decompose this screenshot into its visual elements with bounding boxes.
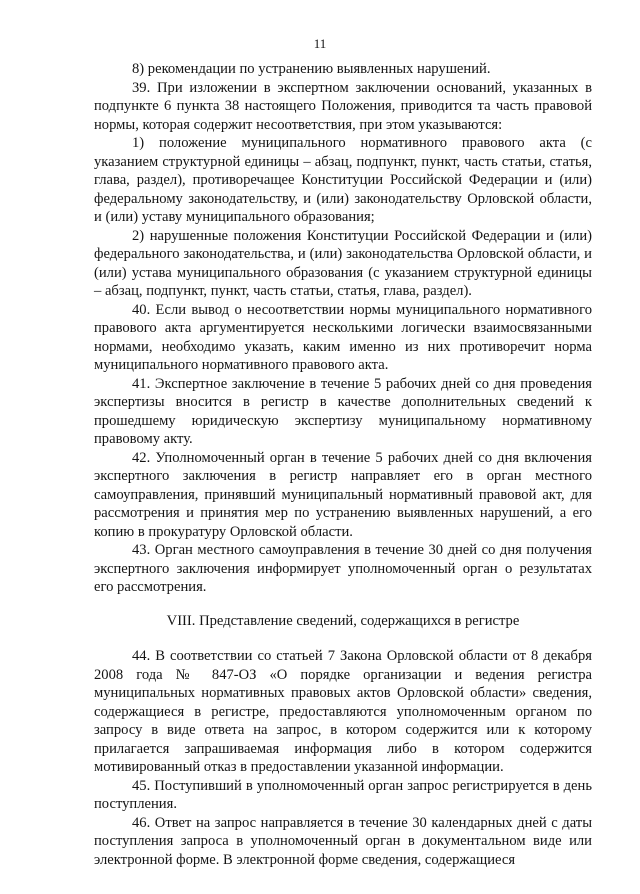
paragraph-44: 44. В соответствии со статьей 7 Закона Орловской области от 8 декабря 2008 года № 847-ОЗ «О порядке организации и ведения регистра муниципальных нормативных правовых актов Орловской области» сведения, содержащиеся в регистре, предоставляются уполномоченным органом по запросу в виде ответа на запрос, в котором содержится или к которому прилагается запрашиваемая информация либо в котором содержится мотивированный отказ в предоставлении указанной информации. [94, 648, 592, 775]
paragraph-39: 39. При изложении в экспертном заключении оснований, указанных в подпункте 6 пункта 38 настоящего Положения, приводится та часть правовой нормы, которая содержит несоответствия, при этом указываются: [94, 79, 592, 133]
section-heading: VIII. Представление сведений, содержащихся в регистре [166, 612, 520, 629]
paragraph-43: 43. Орган местного самоуправления в течение 30 дней со дня получения экспертного заключения информирует уполномоченный орган о результатах его рассмотрения. [94, 542, 592, 595]
paragraph-45: 45. Поступивший в уполномоченный орган запрос регистрируется в день поступления. [94, 777, 592, 812]
paragraph-42: 42. Уполномоченный орган в течение 5 рабочих дней со дня включения экспертного заключения в регистр направляет его в орган местного самоуправления, принявший муниципальный нормативный правовой акт, для рассмотрения и принятия мер по устранению выявленных нарушений, а его копию в прокуратуру Орловской области. [94, 449, 592, 540]
page-number: 11 [313, 36, 327, 51]
document-body [94, 60, 592, 869]
paragraph-46: 46. Ответ на запрос направляется в течение 30 календарных дней с даты поступления запроса в уполномоченный орган в документальном виде или электронной форме. В электронной форме сведения, содержащиеся [94, 814, 592, 868]
paragraph-41: 41. Экспертное заключение в течение 5 рабочих дней со дня проведения экспертизы вносится в регистр в качестве дополнительных сведений к прошедшему юридическую экспертизу муниципальному нормативному правовому акту. [94, 375, 592, 447]
paragraph-39-item-2: 2) нарушенные положения Конституции Российской Федерации и (или) федерального законодательства, и (или) законодательства Орловской области, и (или) устава муниципального образования (с указанием структурной единицы – абзац, подпункт, пункт, часть статьи, статья, глава, раздел). [94, 227, 592, 299]
paragraph-item-8: 8) рекомендации по устранению выявленных нарушений. [132, 61, 491, 77]
paragraph-40: 40. Если вывод о несоответствии нормы муниципального нормативного правового акта аргументируется несколькими логически взаимосвязанными нормами, необходимо указать, каким именно из них противоречит норма муниципального нормативного правового акта. [94, 301, 592, 373]
paragraph-39-item-1: 1) положение муниципального нормативного правового акта (с указанием структурной единицы – абзац, подпункт, пункт, часть статьи, статья, глава, раздел), противоречащее Конституции Российской Федерации и (или) федеральному законодательству, и (или) законодательству Орловской области, и (или) уставу муниципального образования; [94, 135, 592, 225]
